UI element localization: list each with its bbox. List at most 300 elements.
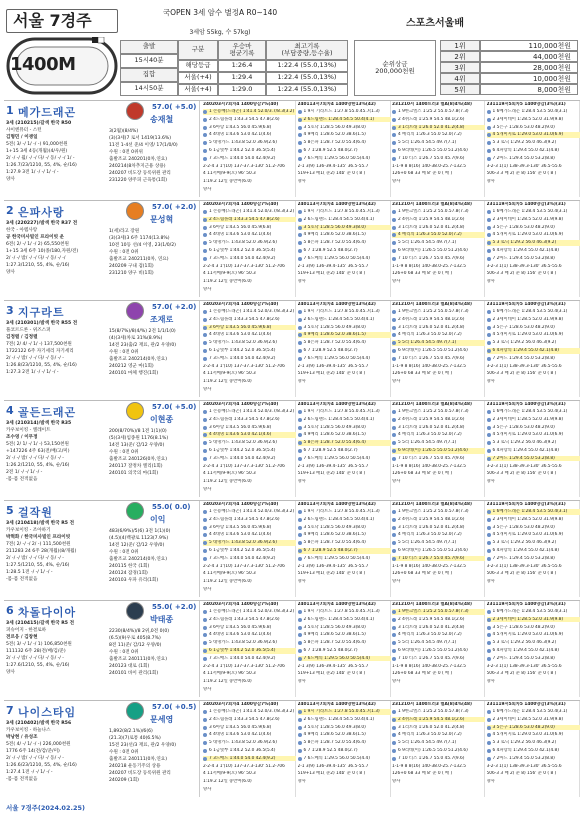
past-race-line: 2 4쉬드레 1:25.9 54.5 48.1(2.6): [392, 517, 485, 523]
past-race-line: 4 11서메/9-9(오) 96' 50.3: [203, 671, 256, 677]
past-race-line: 4 4대명 1:43.6 53.0 42.1(4.6): [203, 432, 296, 438]
past-race-line: 519+13 배1( 준2) 14b' 준 0 ( 8 ): [297, 571, 366, 577]
past-race-line: 3 6아랑 1:43.5 56.0 45.9(6.8): [203, 225, 296, 231]
horse-number: 4: [6, 404, 14, 417]
trainer-record-line: 출발조교 240111(0차,연요): [109, 657, 168, 662]
past-race-line: 6 1금빛뿌 1:44.2 52.0 36.5(5.4): [203, 548, 296, 554]
past-race-line: 3 5호닥 1:28.5 56.0 49.3(8.0): [298, 325, 391, 331]
past-race-line: 양사: [203, 587, 212, 592]
past-race-line: 3 5호닥 1:28.5 56.0 49.3(8.0): [298, 525, 391, 531]
past-race-line: 7 2마드 1:29.4 55.0 53.2(8.8): [487, 156, 580, 162]
past-race-line: 6 7 1:28.9 52.5 48.0(2.7): [298, 348, 391, 354]
past-race-line: 5 3 로닉 1:29.2 56.0 46.3(9.2): [487, 640, 580, 646]
trainer-record-line: (6.5)(9)우로 405(8.7%): [109, 636, 161, 641]
past-race-line: 2 3세이데이 1:28.5 52.0 31.9(9.8): [487, 517, 580, 523]
past-race-line: 양사: [486, 279, 495, 285]
past-race-line: 양사: [203, 287, 212, 292]
past-race-line: 1 손용배(드래곤) 1:41.4 52.0/3.7/8.3(3.2): [203, 209, 296, 215]
past-race-line: 6 1금빛뿌 1:44.2 52.0 36.5(5.4): [203, 448, 296, 454]
horse-info-line: 5전( 3/ -/ 1/ -/ 1) 106,850천원: [6, 642, 72, 647]
past-race: [202, 401, 296, 497]
past-race-line: 양사: [203, 487, 212, 492]
past-race-line: 6 4파랑의 1:29.4 55.0 42.1(4.8): [487, 348, 580, 354]
past-race-line: 2-2-4 3 1'(10) 137-37.3-130' 51.2-706: [203, 563, 285, 569]
row-seoul: 서울(+4): [178, 72, 218, 84]
jockey-silk-icon: [126, 702, 144, 720]
past-race-line: 1-1-9 8 8(16) 140-38.0-25.7-132.5: [392, 763, 466, 769]
past-race-line: 6 7 1:28.9 52.5 48.0(2.7): [298, 748, 391, 754]
past-race-line: 3-2-3 1(1) 138-39.3-130' 36.5-55.6: [486, 763, 562, 769]
horse-info-line: 박낭현 / 유성조: [6, 735, 38, 740]
trainer-record-line: 240103 우파 유리(1회): [109, 578, 159, 583]
horse-info-line: 양사: [6, 270, 15, 275]
past-race-line: 1-1-9 8 8(16) 140-38.0-25.7-132.5: [392, 163, 466, 169]
jockey-name: 문성혁: [150, 215, 174, 224]
past-race-line: 2 4드림플레 1:43.3 54.5 47.8(2.6): [203, 717, 296, 723]
past-race-line: 4 4대명 1:43.6 53.0 42.1(4.6): [203, 532, 296, 538]
jockey-name: 이현종: [150, 415, 174, 424]
past-race-line: 1 9시 기라트드 1:27.8 55.0.45.7(1.3): [298, 709, 391, 715]
trainer-record-line: (4)(3세)차로 31%(8.9%): [109, 336, 163, 341]
horse-info-line: 1:27.5/1210, 55, 4%, 순/16): [6, 563, 70, 568]
past-race-line: 5 8은파 1:28.7 52.0 55.4(6.4): [298, 140, 391, 146]
jockey-silk-icon: [126, 502, 144, 520]
past-race-line: 2-1 3(9) 136-39.4-135' 36.5-55.7: [297, 663, 369, 669]
past-race-line: 1-1-9 8 8(16) 140-38.0-25.7-132.5: [392, 463, 466, 469]
past-race-line: 3 1리트래 1:26.0 52.0 41.2(4.8): [392, 125, 485, 131]
past-race-line: 7 10 티스 1:26.7 55.0 45.7(9.6): [392, 256, 485, 262]
table-head-win-avg: 우승마 평균기록: [218, 40, 266, 60]
jockey-silk-icon: [126, 202, 144, 220]
past-race: [297, 101, 391, 197]
past-race-line: 2-2-4 3 1'(10) 137-37.3-130' 51.2-706: [203, 763, 285, 769]
past-race-line: 4 5개미지로 1:29.0 53.0 31.0(6.9): [487, 532, 580, 538]
past-race-line: 3 1리트래 1:26.0 52.0 41.2(4.8): [392, 625, 485, 631]
past-race: [297, 401, 391, 497]
past-race-line: 1-1-9 8 8(16) 140-38.0-25.7-132.5: [392, 663, 466, 669]
past-race: [202, 601, 296, 697]
past-race-header: 240113서7회차4 1400양한13%(42): [297, 402, 376, 407]
past-race-line: 1 9한크엘스 1:25.2 55.0.57.8(7.3): [392, 109, 485, 115]
horse-weight: 57.0( +0.5): [152, 703, 197, 711]
past-race-line: 1 손용배(드래곤) 1:41.4 52.0/3.7/8.3(3.2): [203, 509, 296, 515]
past-race-line: 2-2-4 3 1'(10) 137-37.3-130' 51.2-706: [203, 663, 285, 669]
race-title: 서울 7경주: [6, 9, 118, 33]
past-race-line: 7 10 티스 1:26.7 55.0 45.7(9.6): [392, 456, 485, 462]
horse-number: 7: [6, 704, 14, 717]
past-race: [486, 601, 580, 697]
past-race-line: 1 6메가드래곤 1:28.4 53.5 50.4(3.1): [487, 609, 580, 615]
past-race-line: 4 베리의 1:26.3 55.0 52.0(7.2): [392, 332, 485, 338]
past-race-line: 6 4파랑의 1:29.4 55.0 42.1(4.8): [487, 548, 580, 554]
trainer-record-line: 240212 영군 마(1회): [109, 364, 154, 369]
trainer-record-line: 240124 잠경(1회): [109, 571, 148, 576]
past-race-line: 1 9시 기라트드 1:27.8 55.0.45.7(1.3): [298, 209, 391, 215]
past-race-line: 126+0 68 33 배 8' 준 0 ( 배 ): [392, 471, 453, 477]
horse-name: 지구라트: [18, 306, 65, 319]
past-race-line: 3 1리트래 1:26.0 52.0 41.2(4.8): [392, 225, 485, 231]
past-race-line: 1:19.2 12일 중반여(6.0): [203, 479, 252, 485]
past-race-line: 4 11서메/9-9(오) 96' 50.3: [203, 771, 256, 777]
prize-rank: 2위: [440, 51, 480, 62]
horse-info-line: 2/ -/ -/ 밤/ -/ -/ 다/ -/ 동/ -/ -: [6, 356, 64, 361]
past-race-line: 양사: [203, 187, 212, 192]
past-race-line: 양사: [486, 179, 495, 185]
past-race-line: 6 7 1:28.9 52.5 48.0(2.7): [298, 448, 391, 454]
past-race-line: 2 4드림플레 1:43.3 54.5 47.8(2.6): [203, 417, 296, 423]
past-race-line: 7 10 티스 1:26.7 55.0 45.7(9.6): [392, 756, 485, 762]
past-race-line: 1 9한크엘스 1:25.2 55.0.57.8(7.3): [392, 709, 485, 715]
past-race-line: 양사: [392, 479, 401, 485]
past-race-line: 4 베리의 1:26.3 55.0 52.0(7.2): [392, 132, 485, 138]
past-race-line: 3 6아랑 1:43.5 56.0 45.9(6.8): [203, 525, 296, 531]
past-race-line: 1:19.2 12일 중반여(6.0): [203, 679, 252, 685]
gather-label: 집합: [120, 68, 178, 82]
past-race-line: 양사: [297, 779, 306, 785]
past-race-line: 6 9리데(이) 1:26.5 55.0 51.2(4.6): [392, 648, 485, 654]
past-race-line: 5 3 로닉 1:29.2 56.0 46.3(9.2): [487, 440, 580, 446]
trainer-record-line: 출발조교 240201(0차,연요): [109, 157, 168, 162]
past-race-line: 4 11서메/9-9(오) 96' 50.3: [203, 271, 256, 277]
past-race-line: 5 8은파 1:28.7 52.0 55.4(6.4): [298, 240, 391, 246]
trainer-record-line: 240101 마체 행진(1회): [109, 371, 159, 376]
past-race-line: 5 5리 1:26.4 54.5 49.7(7.1): [392, 640, 485, 646]
start-time: 15시40분: [120, 54, 178, 68]
horse-name: 나이스타임: [18, 706, 77, 719]
past-race: [202, 701, 296, 797]
jockey-silk-icon: [126, 402, 144, 420]
past-race-line: 2 6드림랜드 1:28.4 54.5 50.4(4.1): [298, 517, 391, 523]
past-race-line: 7 2마드 1:29.4 55.0 53.2(8.8): [487, 656, 580, 662]
past-race-header: 240203서7회차4 1400양감7%(40): [203, 502, 279, 507]
horse-info-line: 퍼슈어지 - 한결로하: [6, 628, 47, 633]
past-race-line: 7 3드매드 1:44.0 54.0 42.4(9.2): [203, 556, 296, 562]
past-race-line: 6 4파랑의 1:29.4 55.0 42.1(4.8): [487, 148, 580, 154]
past-race: [202, 201, 296, 297]
past-race-line: 4 4대명 1:43.6 53.0 42.1(4.6): [203, 732, 296, 738]
race-header: [0, 0, 584, 110]
trainer-record-line: 3(2월)(8/4%): [109, 129, 139, 134]
horse-info-line: 1:27.4 1전 -/ -/ 1/ -/ -: [6, 770, 53, 775]
past-race-line: 3 5호닥 1:28.5 56.0 49.3(8.0): [298, 125, 391, 131]
past-race-line: 3 5은구 1:28.6 53.0 48.2(9.0): [487, 125, 580, 131]
past-race-line: 1 손용배(드래곤) 1:41.4 52.0/3.7/8.3(3.2): [203, 409, 296, 415]
past-race-line: 5 대명카드 1:43.8 52.0 36.9(2.6): [203, 240, 296, 246]
past-race-header: 240203서7회차4 1400양감7%(40): [203, 102, 279, 107]
past-race-line: 1:19.2 12일 중반여(6.0): [203, 179, 252, 185]
trainer-record-line: 200(8/70%)/8 1전 1(1)(0): [109, 429, 167, 434]
trainer-record-line: (5)(3세)임종원 1176(8.1%): [109, 436, 169, 441]
horse-info-line: 2/ -/ -/ 밤/ -/ -/ 다/ -/ 동/ -/ -: [6, 456, 64, 461]
horse-name: 은파사랑: [18, 206, 65, 219]
trainer-record-line: 240123 대로 (1회): [109, 664, 150, 669]
past-race-line: 2-2-4 3 1'(10) 137-37.3-130' 51.2-706: [203, 363, 285, 369]
horse-entry: [4, 700, 580, 796]
horse-info-line: 김형민 / 이쟁일: [6, 135, 38, 140]
horse-info-line: 3세 (210402)/밤색 한국 R56: [6, 721, 72, 726]
past-race-line: 1 9한크엘스 1:25.2 55.0.57.8(7.3): [392, 309, 485, 315]
past-race-line: 506-3 3 배 2( 준 8) 156' 준 0 ( 8 ): [486, 371, 557, 377]
past-race-line: 1 9시 기라트드 1:27.8 55.0.45.7(1.3): [298, 509, 391, 515]
trainer-record-line: 10전 10등 선/4 이영, 23(1/0/2): [109, 243, 176, 248]
past-race-line: 2-1 3(9) 136-39.4-135' 36.5-55.7: [297, 263, 369, 269]
past-race-header: 240203서7회차4 1400양감7%(40): [203, 402, 279, 407]
past-race-line: 양사: [392, 579, 401, 585]
past-race-line: 5 5리 1:26.4 54.5 49.7(7.1): [392, 140, 485, 146]
past-race-line: 2 3세이데이 1:28.5 52.0 31.9(9.8): [487, 717, 580, 723]
horse-info-line: 6전( 2/ -/ 1/ -/ 2) 65,550천원: [6, 242, 69, 247]
past-race: [391, 701, 485, 797]
past-race-line: 6 7 1:28.9 52.5 48.0(2.7): [298, 548, 391, 554]
past-race-line: 3 1리트래 1:26.0 52.0 41.2(4.8): [392, 425, 485, 431]
horse-info-line: 1:27.6/1210, 55, 4%, 순/16): [6, 663, 70, 668]
horse-profile: [4, 101, 200, 197]
past-race-line: 5 5리 1:26.4 54.5 49.7(7.1): [392, 540, 485, 546]
past-race-line: 3-2-3 1(1) 138-39.3-130' 36.5-55.6: [486, 463, 562, 469]
past-race-line: 5 8은파 1:28.7 52.0 55.4(6.4): [298, 740, 391, 746]
past-race-line: 3-2-3 1(1) 138-39.3-130' 36.5-55.6: [486, 263, 562, 269]
trainer-record-line: 240115 한국 (1회): [109, 564, 150, 569]
past-race-line: 2 6드림랜드 1:28.4 54.5 50.4(4.1): [298, 617, 391, 623]
past-race-header: 240203서7회차4 1400양감7%(40): [203, 202, 279, 207]
past-race-line: 3 5은구 1:28.6 53.0 48.2(9.0): [487, 225, 580, 231]
past-race-header: 231119서5회차5 1400양감(3%)(31): [486, 702, 566, 707]
past-race: [391, 201, 485, 297]
horse-info-line: 5전( 2/ 1/ -/ 1/ -) 53,150천원: [6, 442, 69, 447]
trainer-record-line: 240207 비도장 등록위원 관리: [109, 171, 171, 176]
past-race-line: 1:19.2 12일 중반여(6.0): [203, 379, 252, 385]
past-race-line: 5 3 로닉 1:29.2 56.0 46.3(9.2): [487, 740, 580, 746]
trainer-record-line: 출발조교 240126(0차,연요): [109, 457, 168, 462]
horse-info-line: 2/ -/ -/ 밤/ -/ -/ 다/ -/ 동/ -/ -: [6, 556, 64, 561]
horse-info-line: 3세 (210301)/밤색 한국 R55 전: [6, 321, 78, 326]
prize-value: 8,000천원: [480, 84, 578, 95]
past-race-line: 4 4대명 1:43.6 53.0 42.1(4.6): [203, 332, 296, 338]
horse-info-line: 3세 (210418)/밤색 한국 R5 전: [6, 521, 75, 526]
past-race-line: 519+13 배1( 준2) 14b' 준 0 ( 8 ): [297, 171, 366, 177]
past-race-line: 양사: [392, 779, 401, 785]
horse-weight: 57.0( +2.0): [152, 303, 197, 311]
past-race-line: 7 6드메의 1:29.5 56.0 50.5(4.4): [298, 256, 391, 262]
past-race-line: 506-3 3 배 2( 준 8) 156' 준 0 ( 8 ): [486, 271, 557, 277]
horse-info-line: 김정렬 / 김정렬: [6, 335, 38, 340]
past-race-line: 519+13 배1( 준2) 14b' 준 0 ( 8 ): [297, 371, 366, 377]
jockey-name: 문세영: [150, 715, 174, 724]
past-race-line: 1 손용배(드래곤) 1:41.4 52.0/3.7/8.3(3.2): [203, 709, 296, 715]
horse-info-line: 3세 (210215)/갈색 한국 R50: [6, 121, 72, 126]
horse-info-line: 1:27.3 2전 1/ -/ -/ 1/ -/ -: [6, 370, 59, 375]
past-race-line: 4 5개미지로 1:29.0 53.0 31.0(6.9): [487, 632, 580, 638]
row-seoul2-avg: 1:29.0: [218, 84, 266, 96]
row-grade-avg: 1:26.4: [218, 60, 266, 72]
horse-info-line: 샤이엔뮤터 - 스턴: [6, 128, 42, 133]
past-race-line: 3 5호닥 1:28.5 56.0 49.3(8.0): [298, 425, 391, 431]
past-race: [202, 101, 296, 197]
past-race: [486, 201, 580, 297]
past-race-header: 231210서 1400트러3 별A(8)4%(48): [392, 302, 472, 307]
prize-value: 44,000천원: [480, 51, 578, 62]
horse-info-line: 공 한국미사빌인 프라이빗 운: [6, 235, 65, 240]
trainer-record-line: 240207 비도장 등록위원 관리: [109, 771, 171, 776]
horse-profile: [4, 501, 200, 597]
trainer-record-line: 수원 : 0전 0위: [109, 550, 139, 555]
trainer-record-line: 출발조교 240211(0차, 연요): [109, 257, 169, 262]
past-race-line: 4 베리의 1:26.3 55.0 52.0(7.2): [392, 632, 485, 638]
jockey-silk-icon: [126, 102, 144, 120]
past-race-line: 4 베리의 1:26.3 55.0 52.0(7.2): [392, 732, 485, 738]
past-race-line: 7 3드매드 1:44.0 54.0 42.4(9.2): [203, 256, 296, 262]
past-race-header: 240203서7회차4 1400양감7%(40): [203, 602, 279, 607]
past-race-line: 양사: [392, 679, 401, 685]
past-race-line: 3 5은구 1:28.6 53.0 48.2(9.0): [487, 625, 580, 631]
row-grade: 해당등급: [178, 60, 218, 72]
jockey-name: 송재철: [150, 115, 174, 124]
horse-weight: 55.0( 0.0): [152, 503, 191, 511]
trainer-record-line: 수원 : 0전 0위: [109, 450, 139, 455]
horse-info-line: 1722122 6주 자기세리 자기세리: [6, 349, 74, 354]
horse-info-line: 2/ -/ -/ 윌/ -/ -/ 다/ -/ 동/ -/ -/ 1/ -: [6, 156, 75, 161]
horse-info-line: 전르웅 / 김창현: [6, 635, 38, 640]
track-diagram: [6, 37, 118, 95]
prize-rank: 4위: [440, 73, 480, 84]
past-race-line: 4 9베리 1:28.6 52.0 38.6(1.5): [298, 232, 391, 238]
past-race-line: 6 1금빛뿌 1:44.2 52.0 36.5(5.4): [203, 148, 296, 154]
horse-info-line: 5전( 3/ -/ 1/ -/ -) 91,000천원: [6, 142, 68, 147]
past-race-line: 1-1-9 8 8(16) 140-38.0-25.7-132.5: [392, 363, 466, 369]
past-race-line: 7 2마드 1:29.4 55.0 53.2(8.8): [487, 256, 580, 262]
past-race-line: 6 4파랑의 1:29.4 55.0 42.1(4.8): [487, 248, 580, 254]
horse-info-line: 1+15 3세 4등(개월)(4/우/원): [6, 149, 68, 154]
past-race-header: 231119서5회차5 1400양감(3%)(31): [486, 502, 566, 507]
past-race-line: 1 6메가드래곤 1:28.4 53.5 50.4(3.1): [487, 509, 580, 515]
past-race-line: 4 11서메/9-9(오) 96' 50.3: [203, 371, 256, 377]
past-race-line: 7 3드매드 1:44.0 54.0 42.4(9.2): [203, 456, 296, 462]
horse-info-line: 1:26.7/23/1210, 55, 4%, 순/16): [6, 163, 77, 168]
past-race-line: 4 9베리 1:28.6 52.0 38.6(1.5): [298, 432, 391, 438]
past-race-header: 231210서 1400트러3 별A(8)4%(48): [392, 102, 472, 107]
horse-info-line: 카우보이킹 - 하늘나스: [6, 728, 51, 733]
horse-info-line: -몸-몸 전적없음: [6, 777, 38, 782]
past-race-header: 231210서 1400트러3 별A(8)4%(48): [392, 402, 472, 407]
past-race-line: 4 11서메/9-9(오) 96' 50.3: [203, 471, 256, 477]
past-race: [391, 401, 485, 497]
past-race-line: 2-1 3(9) 136-39.4-135' 36.5-55.7: [297, 763, 369, 769]
past-race-line: 7 3드매드 1:44.0 54.0 42.4(9.2): [203, 356, 296, 362]
past-race-line: 6 9리데(이) 1:26.5 55.0 51.2(4.6): [392, 548, 485, 554]
prize-rank: 3위: [440, 62, 480, 73]
trainer-record-line: 240218 운동기주의 상용: [109, 764, 161, 769]
trainer-record-line: 240209 구내 겸(1회): [109, 264, 154, 269]
past-race-line: 양사: [392, 279, 401, 285]
past-race: [391, 101, 485, 197]
horse-weight: 57.0( +2.0): [152, 203, 197, 211]
past-race-line: 3 1리트래 1:26.0 52.0 41.2(4.8): [392, 525, 485, 531]
past-race-line: 4 베리의 1:26.3 55.0 52.0(7.2): [392, 532, 485, 538]
past-race-line: 6 4파랑의 1:29.4 55.0 42.1(4.8): [487, 748, 580, 754]
trainer-record-line: 2230(8/4%)/8 2위,0전 0(0): [109, 629, 170, 634]
past-race-line: 양사: [297, 479, 306, 485]
past-race-line: 2 4드림플레 1:43.3 54.5 47.8(2.6): [203, 117, 296, 123]
gather-time: 14시50분: [120, 82, 178, 96]
past-race-line: 7 6드메의 1:29.5 56.0 50.5(4.4): [298, 656, 391, 662]
row-seoul2-best: 1:22.4 (55.0,13%): [266, 84, 348, 96]
past-race-line: 4 9베리 1:28.6 52.0 38.6(1.5): [298, 732, 391, 738]
past-race: [486, 501, 580, 597]
past-race-line: 3 6아랑 1:43.5 56.0 45.9(6.8): [203, 725, 296, 731]
past-race-header: 231119서5회차5 1400양감(3%)(31): [486, 602, 566, 607]
prize-rank: 1위: [440, 40, 480, 51]
past-race-line: 1 손용배(드래곤) 1:41.4 52.0/3.7/8.3(3.2): [203, 109, 296, 115]
horse-info-line: 3세 (210314)/밤색 한국 R35: [6, 421, 72, 426]
past-race-line: 1 6메가드래곤 1:28.4 53.5 50.4(3.1): [487, 709, 580, 715]
past-race-line: 7 2마드 1:29.4 55.0 53.2(8.8): [487, 556, 580, 562]
past-race-line: 6 9리데(이) 1:26.5 55.0 51.2(4.6): [392, 348, 485, 354]
past-race-line: 양사: [297, 579, 306, 585]
row-grade-best: 1:22.4 (55.0,13%): [266, 60, 348, 72]
past-race: [297, 301, 391, 397]
horse-profile: [4, 301, 200, 397]
trainer-record-line: 240214(8차추지근용 상용): [109, 164, 166, 169]
past-race-line: 양사: [486, 779, 495, 785]
past-race: [297, 501, 391, 597]
horse-info-line: 1:28.5 1전 -/ -/ 1/ -/ -: [6, 570, 53, 575]
past-race-line: 5 대명카드 1:43.8 52.0 36.9(2.6): [203, 640, 296, 646]
horse-entry: [4, 500, 580, 596]
past-race-line: 6 1금빛뿌 1:44.2 52.0 36.5(5.4): [203, 748, 296, 754]
past-race-line: 1 6메가드래곤 1:28.4 53.5 50.4(3.1): [487, 409, 580, 415]
past-race-line: 7 2마드 1:29.4 55.0 53.2(8.8): [487, 756, 580, 762]
past-race-line: 3 6아랑 1:43.5 56.0 45.9(6.8): [203, 625, 296, 631]
past-race-line: 2 3세이데이 1:28.5 52.0 31.9(9.8): [487, 617, 580, 623]
trainer-record-line: 14전 13(준/ 감/12 우양/0): [109, 443, 165, 448]
jockey-silk-icon: [126, 302, 144, 320]
past-race-line: 506-3 3 배 2( 준 8) 156' 준 0 ( 8 ): [486, 171, 557, 177]
past-race-line: 4 5개미지로 1:29.0 53.0 31.0(6.9): [487, 432, 580, 438]
past-race-line: 6 9리데(이) 1:26.5 55.0 51.2(4.6): [392, 148, 485, 154]
past-race: [297, 701, 391, 797]
past-race-line: 2 4쉬드레 1:25.9 54.5 48.1(2.6): [392, 117, 485, 123]
past-race-line: 양사: [392, 379, 401, 385]
past-race-header: 231210서 1400트러3 별A(8)4%(48): [392, 702, 472, 707]
past-race-line: 5 3 로닉 1:29.2 56.0 46.3(9.2): [487, 540, 580, 546]
past-race-line: 6 4파랑의 1:29.4 55.0 42.1(4.8): [487, 448, 580, 454]
past-race-line: 2 4쉬드레 1:25.9 54.5 48.1(2.6): [392, 217, 485, 223]
horse-profile: [4, 201, 200, 297]
past-race-line: 2 4드림플레 1:43.3 54.5 47.8(2.6): [203, 317, 296, 323]
past-race-line: 7 10 티스 1:26.7 55.0 45.7(9.6): [392, 556, 485, 562]
past-race-line: 506-3 3 배 2( 준 8) 156' 준 0 ( 8 ): [486, 671, 557, 677]
prize-value: 10,000천원: [480, 73, 578, 84]
past-race-line: 3 6아랑 1:43.5 56.0 45.9(6.8): [203, 325, 296, 331]
past-race-line: 1-1-9 8 8(16) 140-38.0-25.7-132.5: [392, 263, 466, 269]
horse-info-line: 한국 - 아멤사랑: [6, 228, 38, 233]
horse-info-line: 카우보이킹 - 조아하기: [6, 528, 51, 533]
trainer-record-line: 수원 : 0전 0위: [109, 650, 139, 655]
past-race-line: 4 9베리 1:28.6 52.0 38.6(1.5): [298, 532, 391, 538]
table-head-class: 구분: [178, 40, 218, 60]
past-race-line: 3 1리트래 1:26.0 52.0 41.2(4.8): [392, 725, 485, 731]
horse-info-line: 1:26.8/23/1210, 55, 4%, 순/16): [6, 363, 77, 368]
past-race-line: 5 대명카드 1:43.8 52.0 36.9(2.6): [203, 140, 296, 146]
past-race-line: 5 대명카드 1:43.8 52.0 36.9(2.6): [203, 540, 296, 546]
past-race-line: 5 8은파 1:28.7 52.0 55.4(6.4): [298, 640, 391, 646]
horse-number: 1: [6, 104, 14, 117]
prize-rank: 5위: [440, 84, 480, 95]
past-race-line: 5 대명카드 1:43.8 52.0 36.9(2.6): [203, 740, 296, 746]
past-race-line: 4 5개미지로 1:29.0 53.0 31.0(6.9): [487, 132, 580, 138]
trainer-record-line: 240117 잘정차 엘리(1회): [109, 464, 163, 469]
past-race-line: 3 6아랑 1:43.5 56.0 45.9(6.8): [203, 125, 296, 131]
